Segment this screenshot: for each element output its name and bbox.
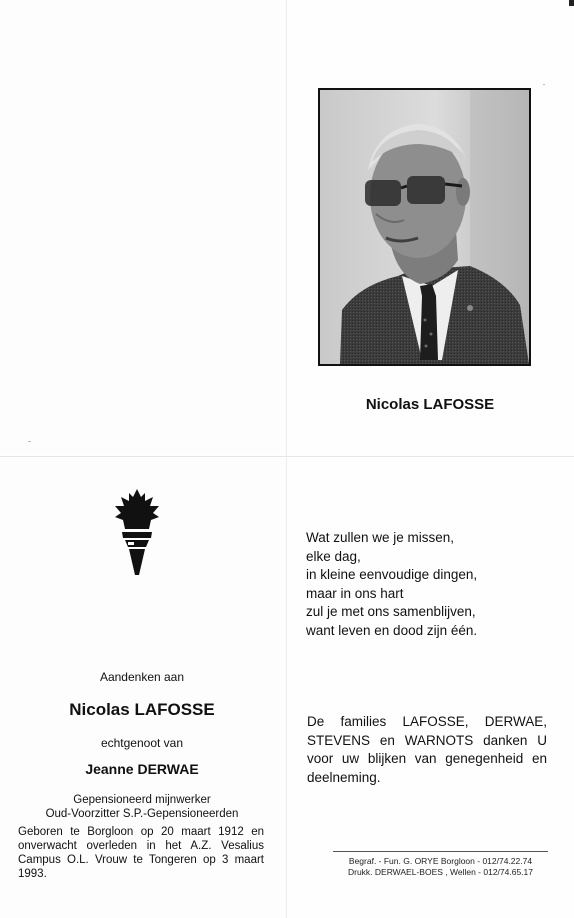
spouse-name: Jeanne DERWAE <box>85 761 199 777</box>
poem-line: want leven en dood zijn één. <box>306 622 478 638</box>
credit-line: Begraf. - Fun. G. ORYE Borgloon - 012/74.22.74 <box>348 856 533 866</box>
credit-line: Drukk. DERWAEL-BOES , Wellen - 012/74.65.17 <box>347 867 534 877</box>
blank-back-panel <box>0 0 287 455</box>
paper-speck <box>28 441 31 442</box>
remembrance-heading: Aandenken aan <box>99 670 185 684</box>
portrait-image <box>320 90 529 364</box>
poem-panel <box>287 458 574 918</box>
vertical-fold-line <box>286 0 287 918</box>
poem-line: maar in ons hart <box>306 585 404 601</box>
family-thanks: De families LAFOSSE, DERWAE, STEVENS en WARNOTS danken U voor uw blijken van genegenheid en deelneming. <box>307 714 547 785</box>
poem-line: zul je met ons samenblijven, <box>306 604 476 619</box>
spouse-of-label: echtgenoot van <box>100 736 184 750</box>
poem-line: Wat zullen we je missen, <box>306 530 455 545</box>
deceased-name: Nicolas LAFOSSE <box>69 700 215 719</box>
corner-mark <box>569 0 574 6</box>
printer-credits <box>333 856 548 878</box>
occupation-line: Oud-Voorzitter S.P.-Gepensioneerden <box>45 808 239 820</box>
horizontal-fold-line <box>0 456 574 457</box>
credits-divider <box>333 851 548 852</box>
occupation-line: Gepensioneerd mijnwerker <box>73 794 211 806</box>
portrait-photo <box>318 88 531 366</box>
photo-caption-name: Nicolas LAFOSSE <box>365 396 495 413</box>
torch-icon <box>113 487 161 577</box>
poem-line: in kleine eenvoudige dingen, <box>306 567 478 582</box>
paper-speck <box>543 84 545 85</box>
biography-text: Geboren te Borgloon op 20 maart 1912 en onverwacht overleden in het A.Z. Vesalius Campus O.L. Vrouw te Tongeren op 3 maart 1993. <box>18 826 264 880</box>
poem <box>306 529 546 640</box>
occupation-block <box>16 793 268 821</box>
poem-line: elke dag, <box>306 548 361 564</box>
